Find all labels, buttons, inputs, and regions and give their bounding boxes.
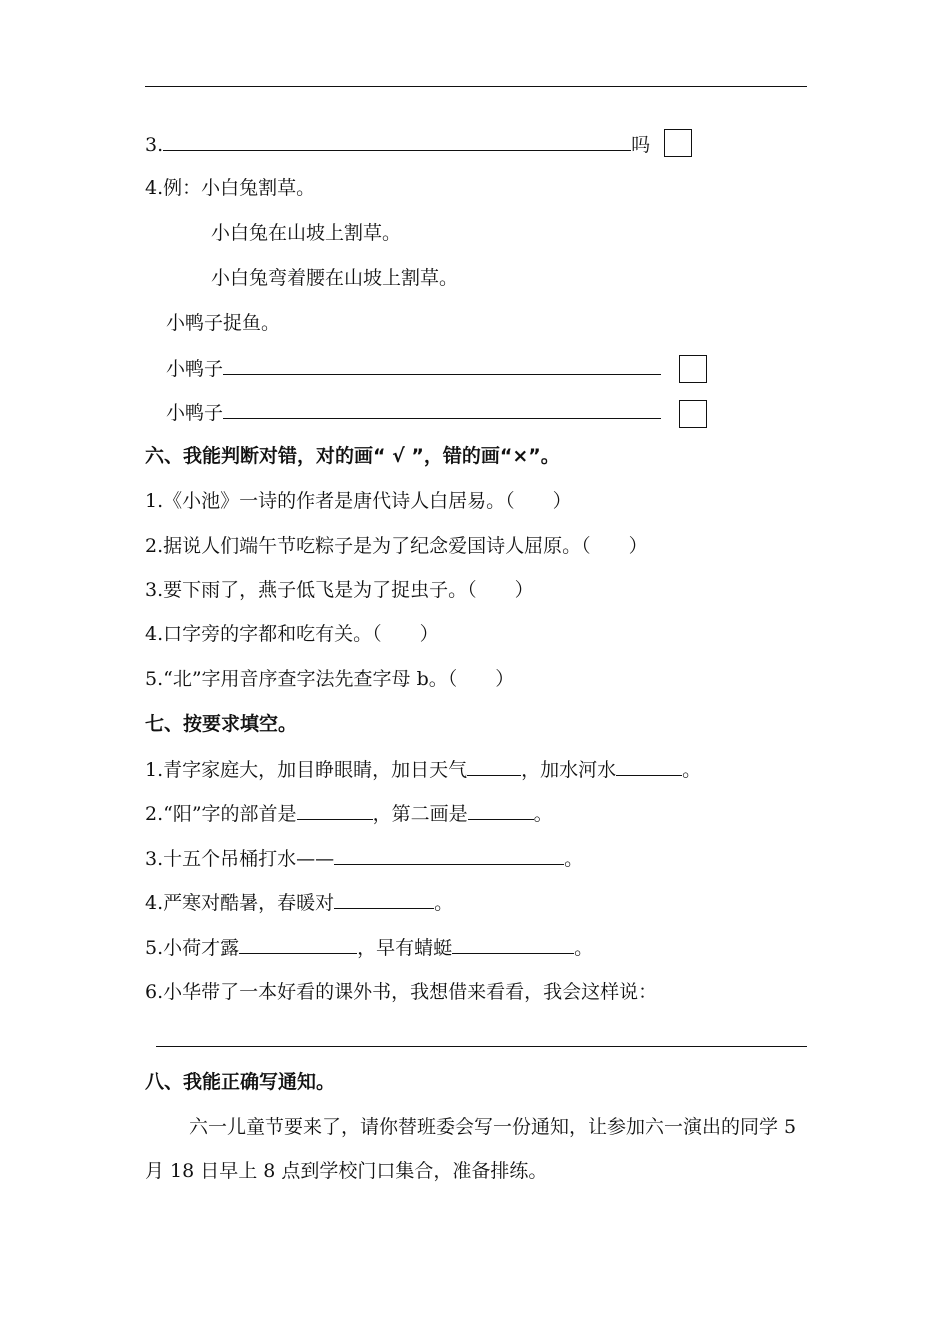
s5-q3-suffix: 吗: [631, 134, 651, 156]
s5-q4-fill-2-blank[interactable]: [223, 398, 661, 419]
s7-q2-text-b: ，第二画是: [372, 803, 468, 825]
s6-item-3: 3.要下雨了，燕子低飞是为了捉虫子。（ ）: [145, 579, 534, 601]
s6-item-1: 1.《小池》一诗的作者是唐代诗人白居易。（ ）: [145, 490, 572, 512]
s7-q3-text-a: 3.十五个吊桶打水——: [145, 848, 335, 870]
s8-body: 六一儿童节要来了，请你替班委会写一份通知，让参加六一演出的同学 5 月 18 日早上 8 点到学校门口集合，准备排练。: [145, 1116, 797, 1182]
s5-q4-fill-1-blank[interactable]: [223, 354, 661, 375]
s5-q3-number: 3.: [145, 134, 164, 156]
s7-q6-answer-line[interactable]: [156, 1046, 807, 1047]
s7-q1-text-b: ，加水河水: [521, 759, 617, 781]
s7-q6: 6.小华带了一本好看的课外书，我想借来看看，我会这样说：: [145, 981, 658, 1003]
s7-q1-blank-1[interactable]: [467, 755, 521, 776]
s7-q5-blank-2[interactable]: [452, 933, 574, 954]
s7-q4-text-a: 4.严寒对酷暑，春暖对: [145, 892, 335, 914]
s5-q4-fill-1-label: 小鸭子: [166, 358, 224, 380]
s6-title: 六、我能判断对错，对的画“ √ ”，错的画“×”。: [145, 445, 560, 467]
s5-q4-prompt: 小鸭子捉鱼。: [166, 312, 281, 334]
s7-q2-blank-2[interactable]: [468, 799, 534, 820]
s5-q3-answer-box[interactable]: [664, 129, 692, 157]
s7-q4-blank[interactable]: [334, 888, 434, 909]
s5-q4-fill-line-2: [166, 398, 661, 427]
s7-q5-blank-1[interactable]: [239, 933, 357, 954]
s7-title: 七、按要求填空。: [145, 713, 298, 735]
s7-q4-text-b: 。: [434, 892, 454, 914]
s7-q2: [145, 799, 553, 828]
s5-q4-fill-2-box[interactable]: [679, 400, 707, 428]
s6-item-2: 2.据说人们端午节吃粽子是为了纪念爱国诗人屈原。（ ）: [145, 535, 648, 557]
s7-q2-text-a: 2.“阳”字的部首是: [145, 803, 297, 825]
s8-title: 八、我能正确写通知。: [145, 1071, 336, 1093]
s5-q4-fill-1-box[interactable]: [679, 355, 707, 383]
s5-q4-fill-2-label: 小鸭子: [166, 402, 224, 424]
s7-q3-blank[interactable]: [334, 844, 564, 865]
s7-q2-blank-1[interactable]: [297, 799, 373, 820]
s5-q4-example-label: 4.例：小白兔割草。: [145, 177, 316, 199]
s5-q4-example-1: 小白兔在山坡上割草。: [211, 222, 402, 244]
s7-q2-text-c: 。: [533, 803, 553, 825]
s7-q1: [145, 755, 701, 784]
s7-q1-text-a: 1.青字家庭大，加目睁眼睛，加日天气: [145, 759, 468, 781]
s7-q3: [145, 844, 583, 873]
s7-q5: [145, 933, 593, 962]
s7-q1-text-c: 。: [682, 759, 702, 781]
s7-q1-blank-2[interactable]: [616, 755, 682, 776]
s6-item-5: 5.“北”字用音序查字法先查字母 b。（ ）: [145, 668, 515, 690]
s5-q4-fill-line-1: [166, 354, 661, 383]
s7-q5-text-c: 。: [574, 937, 594, 959]
s5-q3-blank[interactable]: [163, 130, 631, 151]
s7-q5-text-a: 5.小荷才露: [145, 937, 240, 959]
s7-q3-text-b: 。: [564, 848, 584, 870]
s7-q4: [145, 888, 453, 917]
s5-q4-example-2: 小白兔弯着腰在山坡上割草。: [211, 267, 459, 289]
s6-item-4: 4.口字旁的字都和吃有关。（ ）: [145, 623, 439, 645]
s5-q3-line: [145, 130, 650, 159]
s7-q5-text-b: ，早有蜻蜓: [357, 937, 453, 959]
top-divider: [145, 86, 807, 87]
